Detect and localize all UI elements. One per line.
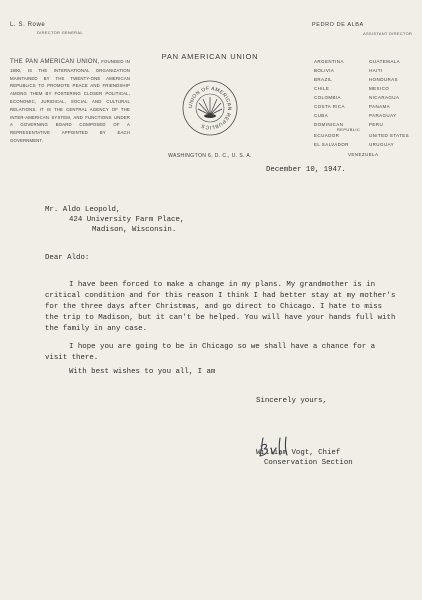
signer-name: William Vogt, Chief [256, 449, 341, 457]
country-item: HAITI [369, 68, 383, 73]
country-item: BOLIVIA [314, 68, 335, 73]
signature-mark [256, 434, 296, 462]
country-item: ARGENTINA [314, 59, 344, 64]
body-paragraph: I hope you are going to be in Chicago so we shall have a chance for a visit there. [45, 343, 376, 362]
country-item: DOMINICAN [314, 122, 344, 127]
assistant-director-name: PEDRO DE ALBA [312, 22, 364, 28]
country-item: NICARAGUA [369, 95, 400, 100]
recipient-line: Mr. Aldo Leopold, [45, 206, 121, 214]
org-description-block [10, 58, 130, 145]
country-item: GUATEMALA [369, 59, 401, 64]
seal-text: Union of American Republics [187, 85, 233, 131]
director-name: L. S. Rowe [10, 22, 46, 28]
country-item: BRAZIL [314, 77, 333, 82]
country-item: ECUADOR [314, 133, 340, 138]
country-item: HONDURAS [369, 77, 398, 82]
director-title: DIRECTOR GENERAL [37, 30, 83, 35]
union-seal-icon [182, 80, 238, 136]
country-item: EL SALVADOR [314, 142, 349, 147]
country-item: UNITED STATES [369, 133, 410, 138]
recipient-line: 424 University Farm Place, [69, 216, 185, 224]
country-item: PANAMA [369, 104, 391, 109]
country-item: CUBA [314, 113, 329, 118]
assistant-director-title: ASSISTANT DIRECTOR [363, 31, 413, 36]
country-item: MEXICO [369, 86, 390, 91]
country-item: COLOMBIA [314, 95, 341, 100]
letter-date: December 10, 1947. [266, 166, 346, 174]
country-item: COSTA RICA [314, 104, 345, 109]
country-item: VENEZUELA [348, 152, 379, 157]
country-item: REPUBLIC [337, 127, 361, 132]
body-paragraph: With best wishes to you all, I am [69, 368, 216, 376]
body-paragraph: I have been forced to make a change in my plans. My grandmother is in critical condition and for this reason I think I had better stay at my mother's for the three days after Christmas, and go direct to Chicago. I hate to miss the trip to Madison, but it can't be helped. You will have your hands full with the family in any case. [45, 281, 396, 333]
recipient-line: Madison, Wisconsin. [92, 226, 177, 234]
signer-department: Conservation Section [264, 459, 353, 467]
union-title: PAN AMERICAN UNION [161, 52, 259, 61]
country-item: CHILE [314, 86, 330, 91]
org-description: FOUNDED IN 1890, IS THE INTERNATIONAL ORGANIZATION MAINTAINED BY THE TWENTY-ONE AMERICAN REPUBLICS TO PROMOTE PEACE AND FRIENDSHIP AMONG THEM BY FOSTERING CLOSER POLITICAL, ECONOMIC, JURIDICAL, SOCIAL AND CULTURAL RELATIONS. IT IS THE CENTRAL AGENCY OF THE INTER-AMERICAN SYSTEM, AND FUNCTIONS UNDER A GOVERNING BOARD COMPOSED OF A REPRESENTATIVE APPOINTED BY EACH GOVERNMENT. [10, 59, 130, 143]
salutation: Dear Aldo: [45, 254, 90, 262]
country-item: URUGUAY [369, 142, 394, 147]
closing: Sincerely yours, [256, 397, 327, 405]
country-item: PERU [369, 122, 384, 127]
union-address: WASHINGTON 6, D. C., U. S. A. [168, 153, 252, 159]
org-heading: THE PAN AMERICAN UNION, [10, 59, 100, 65]
country-item: PARAGUAY [369, 113, 397, 118]
